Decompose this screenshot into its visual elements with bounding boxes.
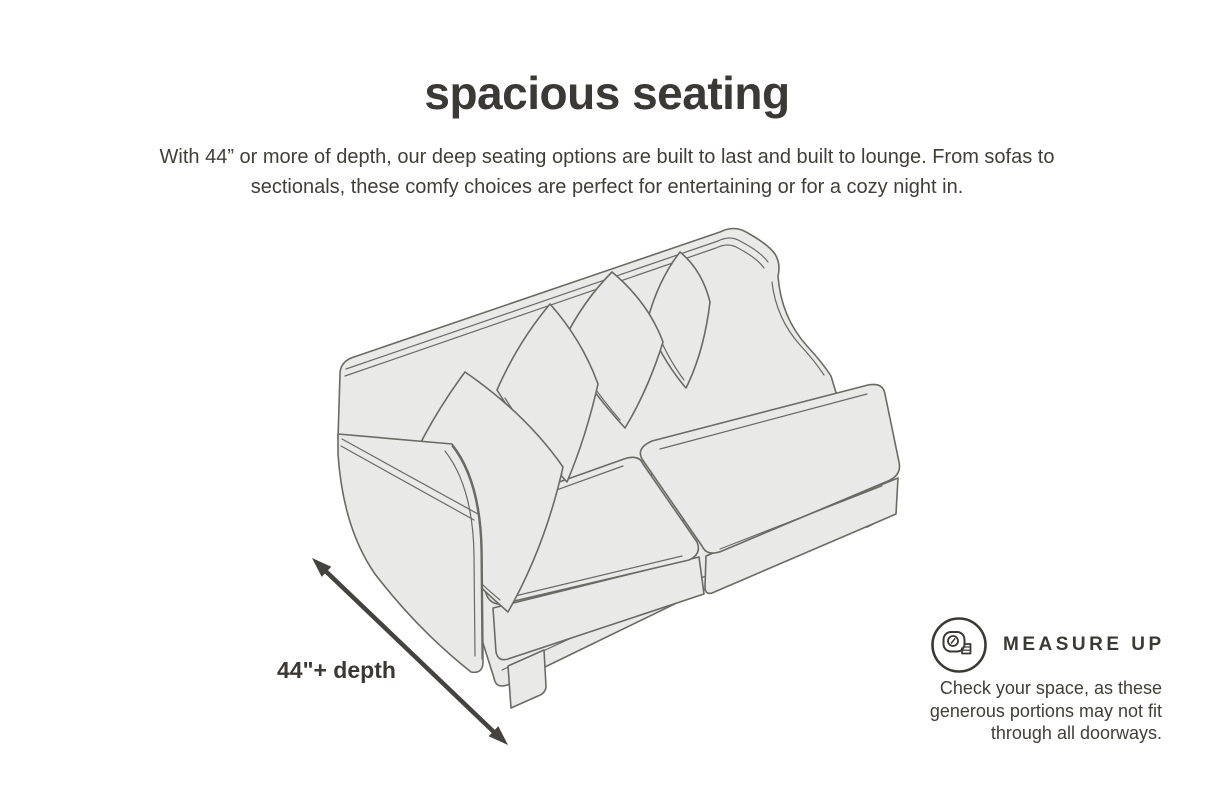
depth-arrow bbox=[295, 545, 520, 760]
page-title: spacious seating bbox=[424, 67, 790, 119]
depth-dimension-label: 44"+ depth bbox=[277, 657, 396, 683]
page-description: With 44” or more of depth, our deep seating options are built to last and built to lounge. From sofas to sectionals, these comfy choices are perfect for entertaining or for a cozy night in. bbox=[159, 146, 1055, 198]
measure-up-header bbox=[930, 616, 1165, 674]
depth-arrow-line bbox=[325, 571, 496, 735]
measure-up-note: Check your space, as these generous portions may not fit through all doorways. bbox=[929, 678, 1162, 743]
measure-up-heading: MEASURE UP bbox=[1003, 634, 1165, 655]
tape-measure-icon bbox=[930, 616, 988, 674]
